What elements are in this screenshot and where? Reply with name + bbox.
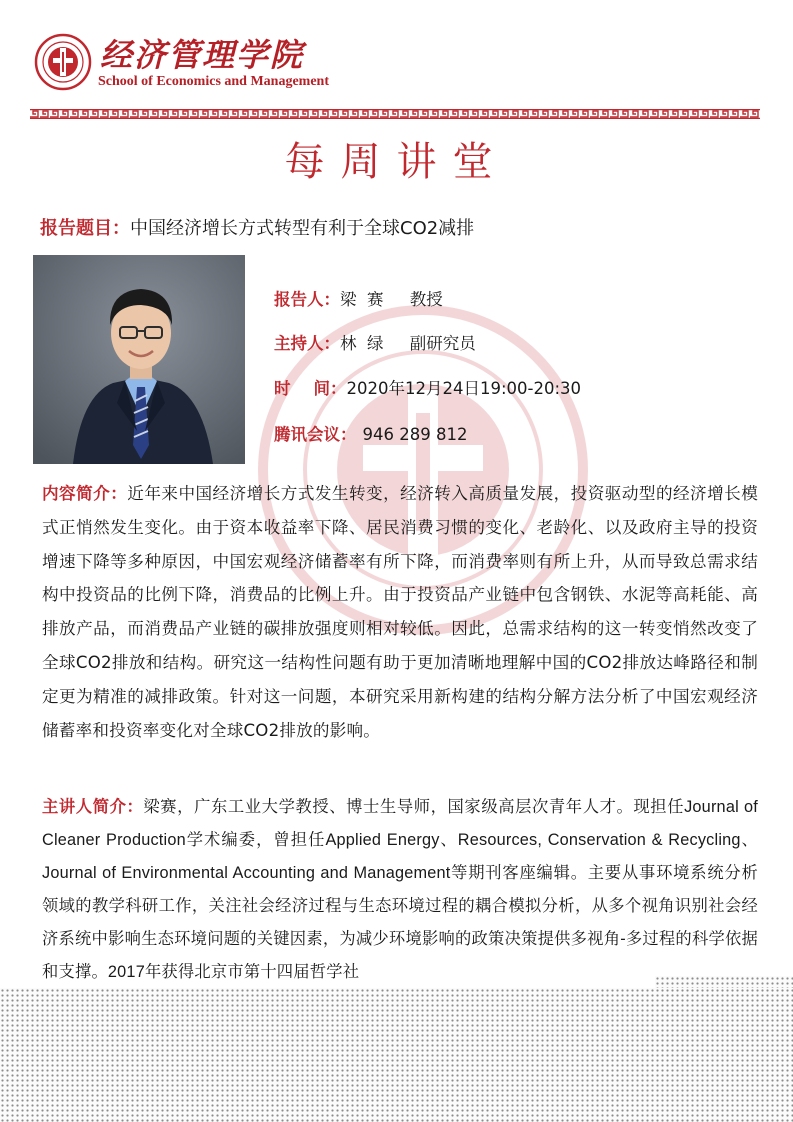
speaker-row (274, 286, 443, 310)
speaker-label: 报告人： (274, 290, 340, 309)
host-label: 主持人： (274, 334, 340, 353)
abstract-label: 内容简介： (42, 484, 128, 503)
bio-label: 主讲人简介： (42, 798, 144, 816)
topic-value: 中国经济增长方式转型有利于全球CO2减排 (130, 218, 475, 239)
host-value: 林 绿 副研究员 (340, 334, 476, 353)
university-logo (34, 33, 92, 91)
topic-row (40, 214, 474, 240)
time-row (274, 375, 581, 399)
time-label: 时 间： (274, 379, 347, 398)
host-row (274, 330, 476, 354)
bio-paragraph (42, 791, 758, 989)
decorative-band (30, 104, 760, 114)
school-name-cn: 经济管理学院 (100, 36, 305, 74)
topic-label: 报告题目： (40, 218, 130, 239)
abstract-paragraph (42, 477, 758, 747)
meeting-row (274, 421, 467, 445)
meeting-label: 腾讯会议： (274, 425, 357, 444)
meeting-id[interactable]: 946 289 812 (362, 425, 468, 444)
page-title: 每周讲堂 (284, 139, 509, 185)
time-value: 2020年12月24日19:00-20:30 (346, 379, 582, 398)
school-name-en: School of Economics and Management (98, 74, 329, 89)
bio-text: 梁赛，广东工业大学教授、博士生导师，国家级高层次青年人才。现担任Journal of Cleaner Production学术编委，曾担任Applied Energy、Resources, Conservation & Recycling、Journal of Environmental Accounting and Management等期刊客座编辑。主要从事环境系统分析领域的教学科研工作，关注社会经济过程与生态环境过程的耦合模拟分析，从多个视角识别社会经济系统中影响生态环境问题的关键因素，为减少环境影响的政策决策提供多视角-多过程的科学依据和支撑。2017年获得北京市第十四届哲学社 (42, 798, 759, 981)
speaker-photo (33, 255, 245, 464)
abstract-text: 近年来中国经济增长方式发生转变，经济转入高质量发展，投资驱动型的经济增长模式正悄然发生变化。由于资本收益率下降、居民消费习惯的变化、老龄化、以及政府主导的投资增速下降等多种原因，中国宏观经济储蓄率有所下降，而消费率则有所上升，从而导致总需求结构中投资品的比例下降，消费品的比例上升。由于投资品产业链中包含钢铁、水泥等高耗能、高排放产品，而消费品产业链的碳排放强度则相对较低。因此，总需求结构的这一转变悄然改变了全球CO2排放和结构。研究这一结构性问题有助于更加清晰地理解中国的CO2排放达峰路径和制定更为精准的减排政策。针对这一问题，本研究采用新构建的结构分解方法分析了中国宏观经济储蓄率和投资率变化对全球CO2排放的影响。 (42, 484, 759, 740)
speaker-value: 梁 赛 教授 (340, 290, 443, 309)
dotted-overlay (0, 988, 793, 1122)
